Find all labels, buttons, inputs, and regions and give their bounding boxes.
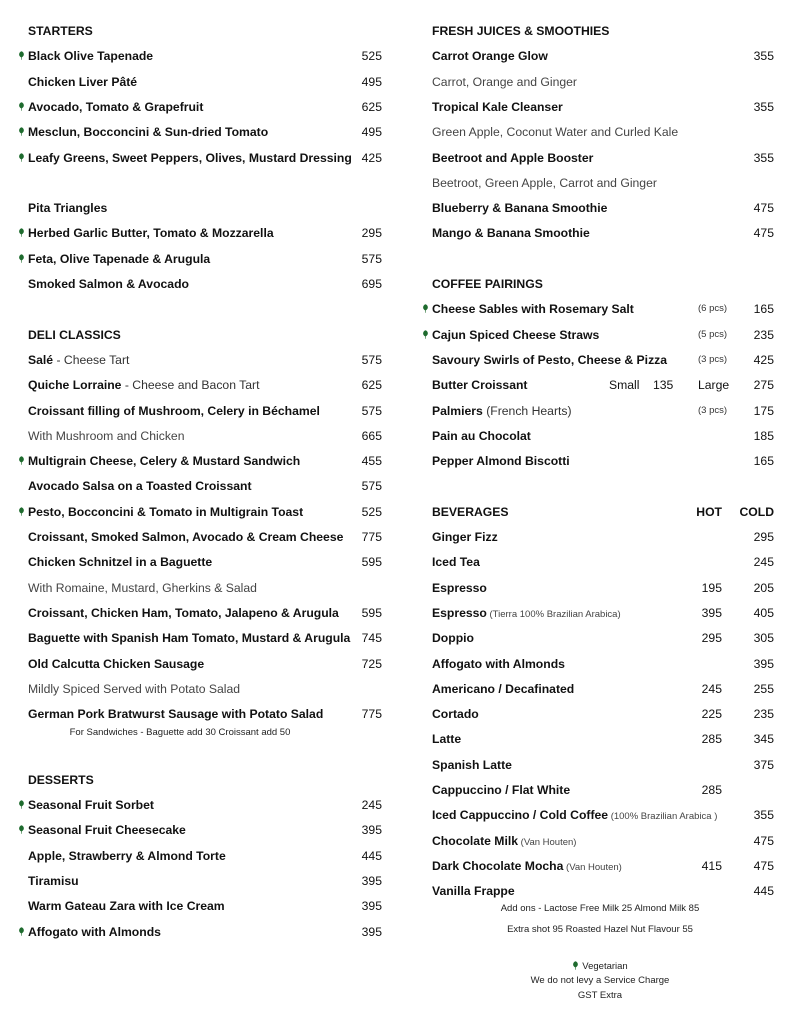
menu-item	[28, 374, 382, 396]
item-name: Feta, Olive Tapenade & Arugula	[28, 251, 211, 266]
item-price: 275	[753, 378, 774, 393]
menu-item	[432, 96, 774, 118]
beverage-cold-price: 475	[753, 858, 774, 873]
item-price: 725	[361, 656, 382, 671]
gst-note: GST Extra	[577, 989, 623, 1001]
item-name: Salé - Cheese Tart	[28, 352, 130, 367]
menu-item	[28, 273, 382, 295]
menu-item	[28, 349, 382, 371]
menu-item	[28, 602, 382, 624]
beverage-item	[432, 880, 774, 902]
vegetarian-leaf-icon	[422, 304, 429, 313]
beverage-hot-price: 285	[701, 732, 722, 747]
menu-item	[28, 794, 382, 816]
menu-item	[432, 425, 774, 447]
addons-note: Add ons - Lactose Free Milk 25 Almond Milk 85	[500, 902, 700, 914]
beverage-name: Chocolate Milk (Van Houten)	[432, 833, 577, 848]
section-heading-coffee-pairings	[432, 273, 774, 295]
item-name: Carrot, Orange and Ginger	[432, 74, 577, 89]
beverage-hot-price: 295	[701, 631, 722, 646]
item-price: 745	[361, 631, 382, 646]
item-name: Black Olive Tapenade	[28, 49, 154, 64]
menu-item	[432, 400, 774, 422]
beverage-item	[432, 653, 774, 675]
beverage-cold-price: 375	[753, 757, 774, 772]
item-name: Blueberry & Banana Smoothie	[432, 201, 608, 216]
menu-item	[28, 147, 382, 169]
item-name: With Romaine, Mustard, Gherkins & Salad	[28, 580, 257, 595]
menu-item	[28, 845, 382, 867]
item-price: 445	[361, 848, 382, 863]
beverage-item	[432, 602, 774, 624]
item-name: Seasonal Fruit Cheesecake	[28, 823, 186, 838]
item-name: Mildly Spiced Served with Potato Salad	[28, 681, 241, 696]
section-heading-starters-text: STARTERS	[28, 24, 93, 38]
item-name: Tiramisu	[28, 874, 79, 889]
beverage-cold-price: 305	[753, 631, 774, 646]
beverage-name: Vanilla Frappe	[432, 884, 515, 899]
menu-item	[28, 653, 382, 675]
item-name: Savoury Swirls of Pesto, Cheese & Pizza	[432, 352, 668, 367]
section-heading-coffee-pairings-text: COFFEE PAIRINGS	[432, 277, 543, 291]
item-name: Old Calcutta Chicken Sausage	[28, 656, 205, 671]
item-price: 475	[753, 201, 774, 216]
vegetarian-leaf-icon	[18, 51, 25, 60]
item-price: 395	[361, 823, 382, 838]
beverage-cold-price: 235	[753, 707, 774, 722]
beverage-name: Ginger Fizz	[432, 530, 498, 544]
item-price: 495	[361, 125, 382, 140]
item-price: 245	[361, 798, 382, 813]
menu-item	[432, 222, 774, 244]
item-price: 595	[361, 605, 382, 620]
item-price: 395	[361, 924, 382, 939]
menu-item	[28, 475, 382, 497]
vegetarian-leaf-icon	[18, 927, 25, 936]
menu-item	[432, 298, 774, 320]
beverage-cold-price: 405	[753, 605, 774, 620]
menu-item	[28, 678, 382, 700]
vegetarian-legend	[400, 960, 798, 972]
item-name: Mango & Banana Smoothie	[432, 226, 590, 241]
beverage-hot-price: 195	[701, 580, 722, 595]
item-price: 455	[361, 454, 382, 469]
menu-item	[28, 921, 382, 943]
beverage-name: Espresso (Tierra 100% Brazilian Arabica)	[432, 605, 621, 620]
beverage-hot-price: 395	[701, 605, 722, 620]
vegetarian-leaf-icon	[18, 228, 25, 237]
beverage-cold-price: 445	[753, 884, 774, 899]
item-name: Chicken Liver Pâté	[28, 74, 138, 89]
menu-item	[28, 501, 382, 523]
item-name: Tropical Kale Cleanser	[432, 99, 563, 114]
item-piece-count: (5 pcs)	[698, 328, 728, 340]
item-piece-count: (3 pcs)	[698, 404, 728, 416]
beverage-item	[432, 804, 774, 826]
size-small-price: 135	[653, 378, 674, 393]
beverage-name: Spanish Latte	[432, 757, 512, 772]
beverage-item	[432, 577, 774, 599]
beverage-item	[432, 703, 774, 725]
beverage-cold-price: 395	[753, 656, 774, 671]
beverage-note: (100% Brazilian Arabica )	[608, 811, 718, 823]
item-price: 355	[753, 49, 774, 64]
beverage-name: Americano / Decafinated	[432, 681, 575, 696]
beverage-cold-price: 205	[753, 580, 774, 595]
menu-item	[432, 121, 774, 143]
item-price: 395	[361, 874, 382, 889]
menu-item	[28, 526, 382, 548]
item-name: With Mushroom and Chicken	[28, 428, 185, 443]
menu-item	[28, 895, 382, 917]
beverage-item	[432, 526, 774, 548]
item-name: Avocado Salsa on a Toasted Croissant	[28, 479, 252, 494]
item-price: 395	[361, 899, 382, 914]
item-price: 575	[361, 251, 382, 266]
beverage-item	[432, 551, 774, 573]
beverage-item	[432, 855, 774, 877]
item-price: 525	[361, 49, 382, 64]
beverage-name: Espresso	[432, 580, 487, 595]
item-price: 595	[361, 555, 382, 570]
item-price: 575	[361, 479, 382, 494]
size-large-label: Large	[698, 378, 730, 393]
item-name: Croissant filling of Mushroom, Celery in Béchamel	[28, 403, 320, 418]
item-name: Warm Gateau Zara with Ice Cream	[28, 899, 225, 914]
item-name: Baguette with Spanish Ham Tomato, Mustard & Arugula	[28, 631, 351, 646]
item-price: 235	[753, 327, 774, 342]
beverage-name: Cappuccino / Flat White	[432, 783, 571, 797]
menu-item	[28, 400, 382, 422]
item-name: Avocado, Tomato & Grapefruit	[28, 99, 204, 114]
menu-item	[28, 627, 382, 649]
menu-item	[28, 121, 382, 143]
menu-item	[28, 45, 382, 67]
section-heading-deli-classics	[28, 324, 382, 346]
beverage-item	[432, 627, 774, 649]
item-price: 665	[361, 428, 382, 443]
beverage-hot-price: 415	[701, 858, 722, 873]
section-heading-juices	[432, 20, 774, 42]
item-name: Green Apple, Coconut Water and Curled Kale	[432, 125, 679, 140]
item-name: Multigrain Cheese, Celery & Mustard Sandwich	[28, 454, 301, 469]
beverage-hot-price: 245	[701, 681, 722, 696]
menu-item	[28, 819, 382, 841]
item-price: 175	[753, 403, 774, 418]
menu-item	[432, 71, 774, 93]
service-charge-note: We do not levy a Service Charge	[530, 974, 670, 986]
beverage-item	[432, 678, 774, 700]
section-heading-deli-classics-text: DELI CLASSICS	[28, 327, 121, 342]
beverage-cold-price: 255	[753, 681, 774, 696]
item-name: Beetroot, Green Apple, Carrot and Ginger	[432, 175, 657, 190]
item-name: Pesto, Bocconcini & Tomato in Multigrain Toast	[28, 504, 304, 519]
vegetarian-leaf-icon	[18, 800, 25, 809]
menu-item	[28, 96, 382, 118]
vegetarian-leaf-icon	[18, 102, 25, 111]
extra-shot-note: Extra shot 95 Roasted Hazel Nut Flavour 55	[507, 923, 693, 935]
item-price: 425	[753, 352, 774, 367]
beverage-name: Doppio	[432, 631, 474, 646]
section-heading-desserts	[28, 769, 382, 791]
item-name: Palmiers (French Hearts)	[432, 403, 572, 418]
item-piece-count: (3 pcs)	[698, 353, 728, 365]
beverage-name: Dark Chocolate Mocha (Van Houten)	[432, 858, 622, 873]
beverage-name: Iced Cappuccino / Cold Coffee (100% Brazilian Arabica )	[432, 808, 718, 823]
vegetarian-leaf-icon	[18, 825, 25, 834]
beverage-item	[432, 779, 774, 801]
item-price: 295	[361, 226, 382, 241]
menu-item	[28, 577, 382, 599]
beverage-item	[432, 754, 774, 776]
item-name: Butter Croissant	[432, 378, 528, 393]
vegetarian-leaf-icon	[572, 961, 579, 970]
column-label-hot: HOT	[696, 504, 722, 519]
section-heading-juices-text: FRESH JUICES & SMOOTHIES	[432, 24, 610, 38]
item-name: Cheese Sables with Rosemary Salt	[432, 302, 634, 317]
beverage-hot-price: 285	[701, 783, 722, 797]
beverage-name: Cortado	[432, 707, 479, 722]
menu-item	[28, 222, 382, 244]
beverage-note: (Van Houten)	[518, 836, 577, 848]
item-price: 495	[361, 74, 382, 89]
vegetarian-legend-label: Vegetarian	[582, 960, 628, 972]
item-description: (French Hearts)	[482, 403, 572, 418]
item-name: Mesclun, Bocconcini & Sun-dried Tomato	[28, 125, 269, 140]
beverage-cold-price: 245	[753, 555, 774, 570]
section-heading-beverages	[432, 501, 774, 523]
item-name: Croissant, Smoked Salmon, Avocado & Cream Cheese	[28, 530, 344, 544]
beverage-hot-price: 225	[701, 707, 722, 722]
item-price: 695	[361, 277, 382, 291]
item-name: Leafy Greens, Sweet Peppers, Olives, Mustard Dressing	[28, 150, 352, 165]
menu-item	[432, 374, 774, 396]
menu-item	[28, 450, 382, 472]
vegetarian-leaf-icon	[422, 330, 429, 339]
item-name: Carrot Orange Glow	[432, 49, 548, 64]
section-heading-desserts-text: DESSERTS	[28, 772, 94, 787]
item-name: Herbed Garlic Butter, Tomato & Mozzarella	[28, 226, 274, 241]
beverage-name: Latte	[432, 732, 462, 747]
item-price: 165	[753, 454, 774, 469]
item-price: 525	[361, 504, 382, 519]
sub-heading-pita-text: Pita Triangles	[28, 201, 108, 216]
item-price: 165	[753, 302, 774, 317]
item-name: Smoked Salmon & Avocado	[28, 277, 189, 291]
beverage-item	[432, 830, 774, 852]
menu-item	[432, 172, 774, 194]
sub-heading-pita	[28, 197, 382, 219]
item-price: 775	[361, 707, 382, 722]
menu-item	[28, 703, 382, 725]
beverage-name: Affogato with Almonds	[432, 656, 565, 671]
item-piece-count: (6 pcs)	[698, 303, 728, 315]
item-price: 185	[753, 428, 774, 443]
section-heading-starters	[28, 20, 382, 42]
item-price: 625	[361, 99, 382, 114]
item-name: Beetroot and Apple Booster	[432, 150, 594, 165]
beverage-cold-price: 355	[753, 808, 774, 823]
column-label-cold: COLD	[739, 504, 774, 519]
menu-item	[432, 349, 774, 371]
item-name: Affogato with Almonds	[28, 924, 161, 939]
section-heading-beverages-text: BEVERAGES	[432, 504, 509, 519]
item-name: Pain au Chocolat	[432, 428, 531, 443]
beverage-cold-price: 295	[753, 530, 774, 544]
vegetarian-leaf-icon	[18, 153, 25, 162]
sandwich-note: For Sandwiches - Baguette add 30 Croissant add 50	[69, 727, 291, 739]
beverage-cold-price: 475	[753, 833, 774, 848]
vegetarian-leaf-icon	[18, 507, 25, 516]
menu-item	[28, 551, 382, 573]
beverage-note: (Tierra 100% Brazilian Arabica)	[486, 608, 621, 620]
vegetarian-leaf-icon	[18, 127, 25, 136]
item-price: 355	[753, 99, 774, 114]
item-name: Pepper Almond Biscotti	[432, 454, 570, 469]
menu-item	[28, 870, 382, 892]
beverage-name: Iced Tea	[432, 555, 480, 570]
item-description: - Cheese and Bacon Tart	[121, 378, 260, 393]
item-price: 355	[753, 150, 774, 165]
beverage-item	[432, 728, 774, 750]
menu-item	[432, 45, 774, 67]
menu-item	[432, 450, 774, 472]
beverage-note: (Van Houten)	[563, 861, 622, 873]
item-description: - Cheese Tart	[53, 352, 130, 367]
item-price: 475	[753, 226, 774, 241]
beverage-cold-price: 345	[753, 732, 774, 747]
item-price: 425	[361, 150, 382, 165]
item-name: Croissant, Chicken Ham, Tomato, Jalapeno & Arugula	[28, 605, 339, 620]
vegetarian-leaf-icon	[18, 254, 25, 263]
menu-item	[28, 425, 382, 447]
item-name: German Pork Bratwurst Sausage with Potato Salad	[28, 707, 324, 722]
item-name: Seasonal Fruit Sorbet	[28, 798, 154, 813]
item-price: 575	[361, 352, 382, 367]
item-name: Chicken Schnitzel in a Baguette	[28, 555, 213, 570]
item-price: 775	[361, 530, 382, 544]
item-name: Apple, Strawberry & Almond Torte	[28, 848, 226, 863]
menu-item	[28, 71, 382, 93]
item-name: Cajun Spiced Cheese Straws	[432, 327, 600, 342]
item-name: Quiche Lorraine - Cheese and Bacon Tart	[28, 378, 260, 393]
menu-item	[432, 197, 774, 219]
menu-item	[432, 147, 774, 169]
vegetarian-leaf-icon	[18, 456, 25, 465]
size-small-label: Small	[609, 378, 640, 393]
item-price: 575	[361, 403, 382, 418]
item-price: 625	[361, 378, 382, 393]
menu-item	[432, 324, 774, 346]
menu-item	[28, 248, 382, 270]
